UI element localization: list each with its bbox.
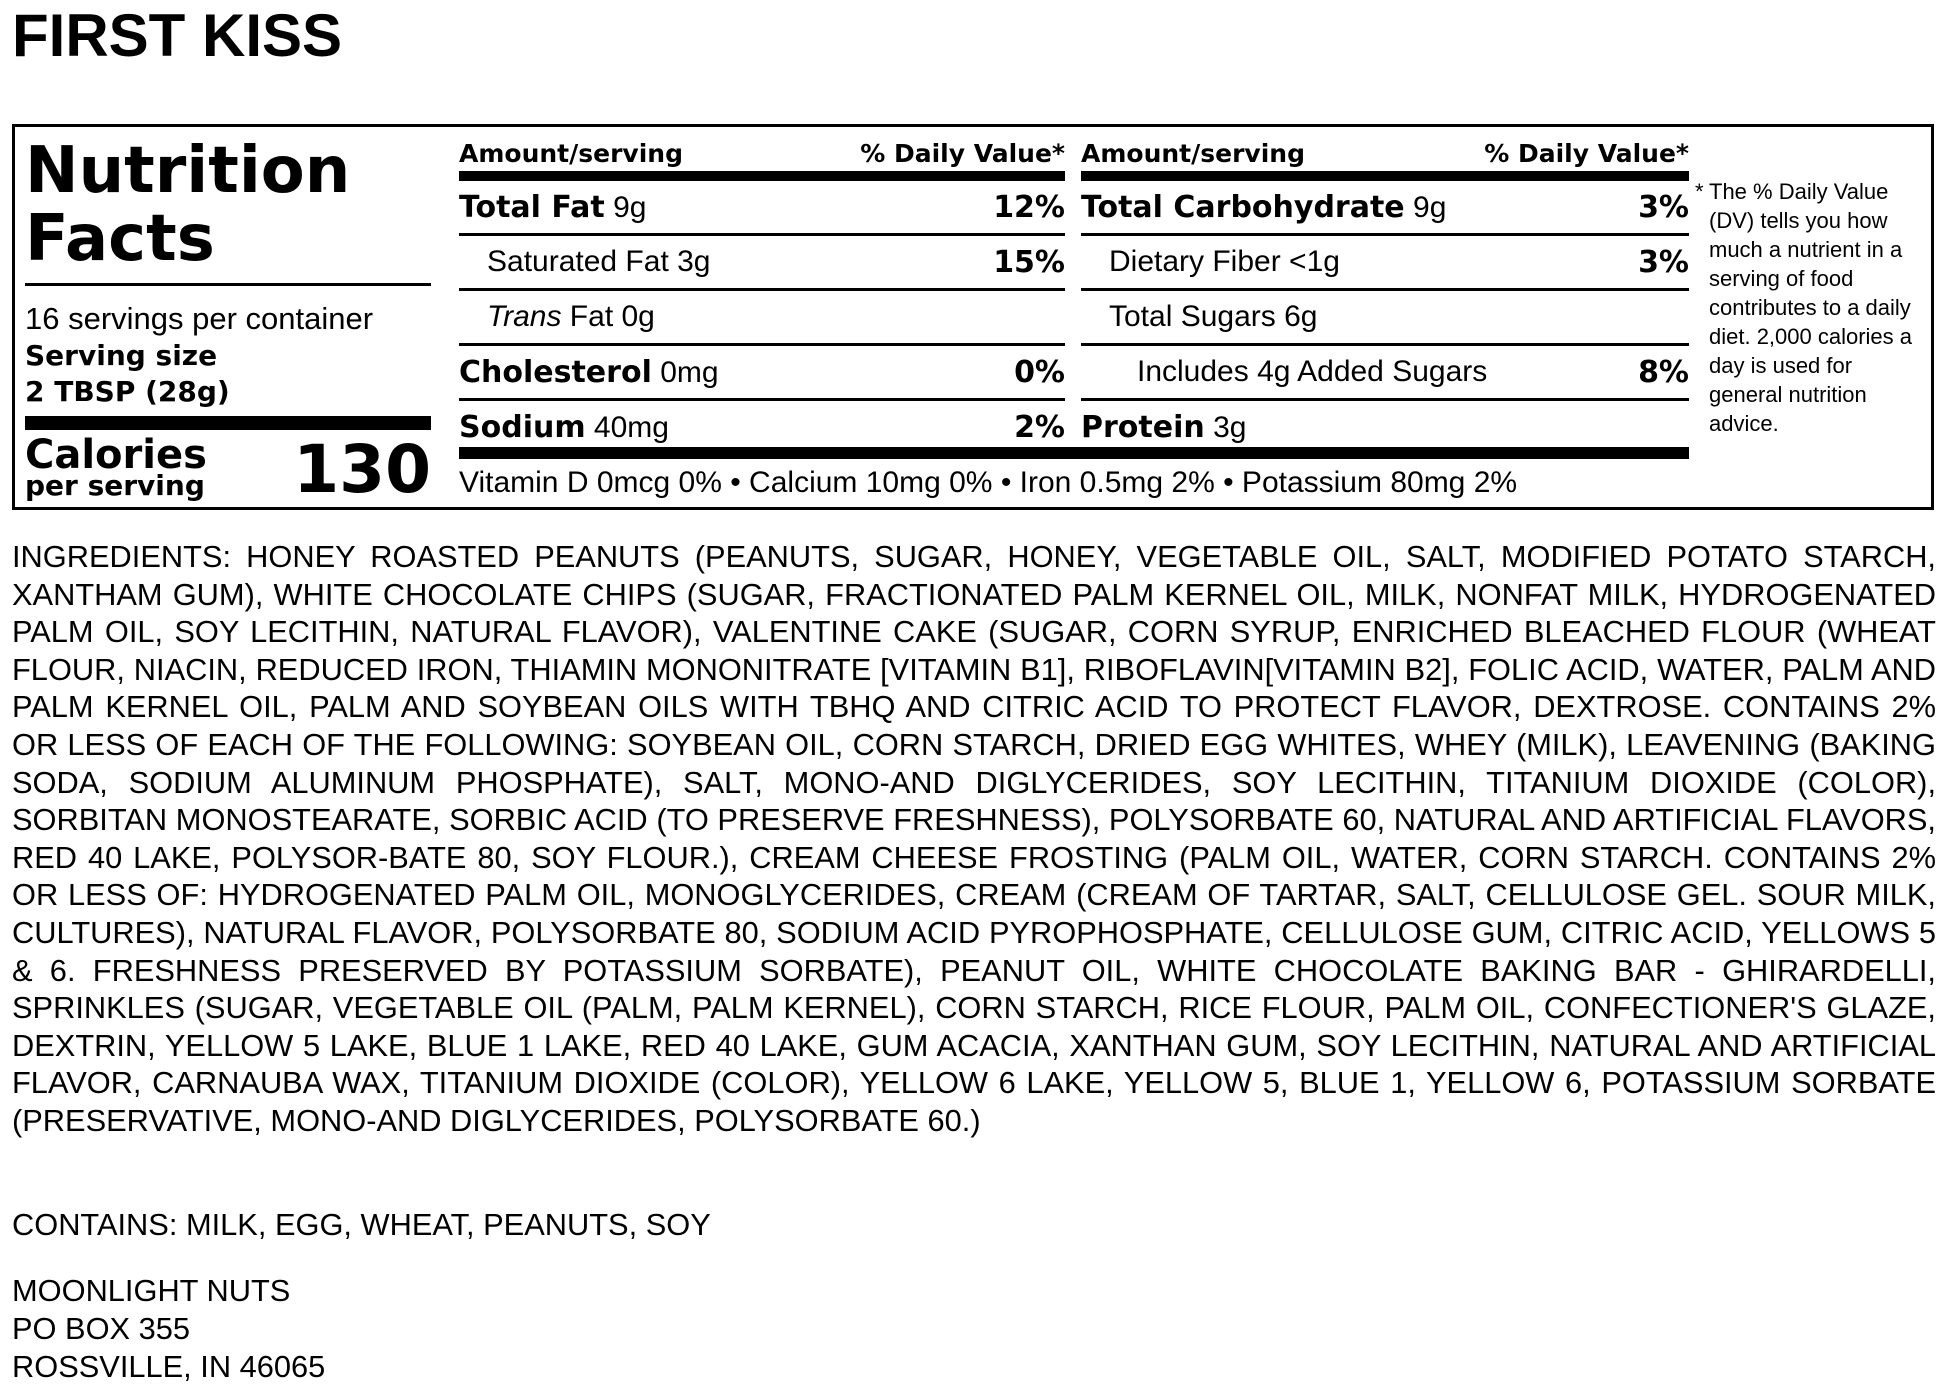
nutrient-column-1 (459, 137, 1065, 453)
nutrient-amount: 9g (1404, 190, 1447, 224)
nutrient-row-total-carbohydrate (1081, 181, 1689, 236)
divider (25, 283, 431, 286)
nutrient-name: Includes 4g Added Sugars (1137, 355, 1488, 388)
nutrient-amount: 6g (1275, 300, 1318, 333)
nutrient-amount: 3g (1204, 410, 1247, 444)
nutrient-dv: 8% (1638, 354, 1689, 390)
nutrient-row-saturated-fat (459, 236, 1065, 291)
nutrient-row-total-sugars (1081, 291, 1689, 346)
nutrient-name: Dietary Fiber (1109, 245, 1281, 278)
nutrient-amount: 3g (668, 245, 711, 278)
product-title: FIRST KISS (12, 2, 343, 69)
nutrient-amount: 40mg (585, 410, 669, 444)
nutrient-amount: 9g (604, 190, 647, 224)
calories-row (25, 430, 431, 506)
nutrient-name: Sodium (459, 409, 586, 445)
nutrient-row-trans-fat (459, 291, 1065, 346)
nutrient-name: Fat (561, 300, 614, 333)
nutrient-row-sodium (459, 401, 1065, 453)
nutrient-row-added-sugars (1081, 346, 1689, 401)
footnote-asterisk: * (1695, 179, 1704, 204)
allergen-statement: CONTAINS: MILK, EGG, WHEAT, PEANUTS, SOY (12, 1207, 711, 1242)
address-line-1: MOONLIGHT NUTS (12, 1273, 291, 1308)
nutrient-row-cholesterol (459, 346, 1065, 401)
heading-line-2: Facts (25, 202, 215, 276)
nutrition-facts-heading (25, 134, 431, 276)
ingredients-list: INGREDIENTS: HONEY ROASTED PEANUTS (PEANUTS, SUGAR, HONEY, VEGETABLE OIL, SALT, MODIFIED POTATO STARCH, XANTHAM GUM), WHITE CHOCOLATE CHIPS (SUGAR, FRACTIONATED PALM KERNEL OIL, MILK, NONFAT MILK, HYDROGENATED PALM OIL, SOY LECITHIN, NATURAL FLAVOR), VALENTINE CAKE (SUGAR, CORN SYRUP, ENRICHED BLEACHED FLOUR (WHEAT FLOUR, NIACIN, REDUCED IRON, THIAMIN MONONITRATE [VITAMIN B1], RIBOFLAVIN[VITAMIN B2], FOLIC ACID, WATER, PALM AND PALM KERNEL OIL, PALM AND SOYBEAN OILS WITH TBHQ AND CITRIC ACID TO PROTECT FLAVOR, DEXTROSE. CONTAINS 2% OR LESS OF EACH OF THE FOLLOWING: SOYBEAN OIL, CORN STARCH, DRIED EGG WHITES, WHEY (MILK), LEAVENING (BAKING SODA, SODIUM ALUMINUM PHOSPHATE), SALT, MONO-AND DIGLYCERIDES, SOY LECITHIN, TITANIUM DIOXIDE (COLOR), SORBITAN MONOSTEARATE, SORBIC ACID (TO PRESERVE FRESHNESS), POLYSORBATE 60, NATURAL AND ARTIFICIAL FLAVORS, RED 40 LAKE, POLYSOR-BATE 80, SOY FLOUR.), CREAM CHEESE FROSTING (PALM OIL, WATER, CORN STARCH. CONTAINS 2% OR LESS OF: HYDROGENATED PALM OIL, MONOGLYCERIDES, CREAM (CREAM OF TARTAR, SALT, CELLULOSE GEL. SOUR MILK, CULTURES), NATURAL FLAVOR, POLYSORBATE 80, SODIUM ACID PYROPHOSPHATE, CELLULOSE GUM, CITRIC ACID, YELLOWS 5 & 6. FRESHNESS PRESERVED BY POTASSIUM SORBATE), PEANUT OIL, WHITE CHOCOLATE BAKING BAR - GHIRARDELLI, SPRINKLES (SUGAR, VEGETABLE OIL (PALM, PALM KERNEL), CORN STARCH, RICE FLOUR, PALM OIL, CONFECTIONER'S GLAZE, DEXTRIN, YELLOW 5 LAKE, BLUE 1 LAKE, RED 40 LAKE, GUM ACACIA, XANTHAN GUM, SOY LECITHIN, NATURAL AND ARTIFICIAL FLAVOR, CARNAUBA WAX, TITANIUM DIOXIDE (COLOR), YELLOW 6 LAKE, YELLOW 5, BLUE 1, YELLOW 6, POTASSIUM SORBATE (PRESERVATIVE, MONO-AND DIGLYCERIDES, POLYSORBATE 60.) (12, 539, 1936, 1138)
serving-size-label: Serving size (25, 339, 218, 372)
daily-value-header: % Daily Value* (1484, 139, 1689, 168)
nutrient-name: Protein (1081, 409, 1205, 445)
nutrient-dv: 15% (993, 244, 1065, 280)
address-line-2: PO BOX 355 (12, 1311, 191, 1346)
column-header (1081, 137, 1689, 181)
nutrient-amount: 0mg (651, 355, 719, 389)
nutrient-dv: 0% (1014, 354, 1065, 390)
nutrient-dv: 12% (993, 189, 1065, 225)
heading-line-1: Nutrition (25, 134, 351, 208)
nutrient-name: Total Fat (459, 189, 605, 225)
footnote-text: The % Daily Value (DV) tells you how much a nutrient in a serving of food contributes to a daily diet. 2,000 calories a day is used for general nutrition advice. (1709, 179, 1913, 436)
nutrient-name: Total Sugars (1109, 300, 1276, 333)
nutrient-amount: 0g (613, 300, 655, 333)
thick-divider (25, 416, 431, 430)
nutrient-dv: 3% (1638, 189, 1689, 225)
nutrition-facts-panel (12, 124, 1934, 510)
calories-value: 130 (293, 431, 431, 508)
amount-serving-header: Amount/serving (459, 139, 683, 168)
column-header (459, 137, 1065, 181)
thick-divider-bottom (459, 447, 1689, 459)
daily-value-header: % Daily Value* (860, 139, 1065, 168)
calories-label: Calories (25, 432, 207, 478)
nutrient-name: Cholesterol (459, 354, 652, 390)
nutrient-dv: 2% (1014, 409, 1065, 445)
manufacturer-address (12, 1272, 325, 1386)
servings-per-container: 16 servings per container (25, 301, 374, 336)
nutrient-dv: 3% (1638, 244, 1689, 280)
nutrient-row-dietary-fiber (1081, 236, 1689, 291)
address-line-3: ROSSVILLE, IN 46065 (12, 1349, 326, 1384)
calories-sublabel: per serving (25, 469, 205, 502)
amount-serving-header: Amount/serving (1081, 139, 1305, 168)
nutrient-name-italic: Trans (487, 300, 562, 333)
serving-size-value: 2 TBSP (28g) (25, 375, 230, 408)
nutrient-name: Total Carbohydrate (1081, 189, 1405, 225)
nutrient-row-protein (1081, 401, 1689, 453)
nutrient-amount: <1g (1280, 245, 1340, 278)
nutrient-column-2 (1081, 137, 1689, 453)
nutrient-name: Saturated Fat (487, 245, 669, 278)
nutrient-row-total-fat (459, 181, 1065, 236)
daily-value-footnote (1695, 177, 1931, 438)
vitamins-minerals-line: Vitamin D 0mcg 0% • Calcium 10mg 0% • Iron 0.5mg 2% • Potassium 80mg 2% (459, 466, 1518, 499)
nutrition-summary (25, 134, 431, 508)
